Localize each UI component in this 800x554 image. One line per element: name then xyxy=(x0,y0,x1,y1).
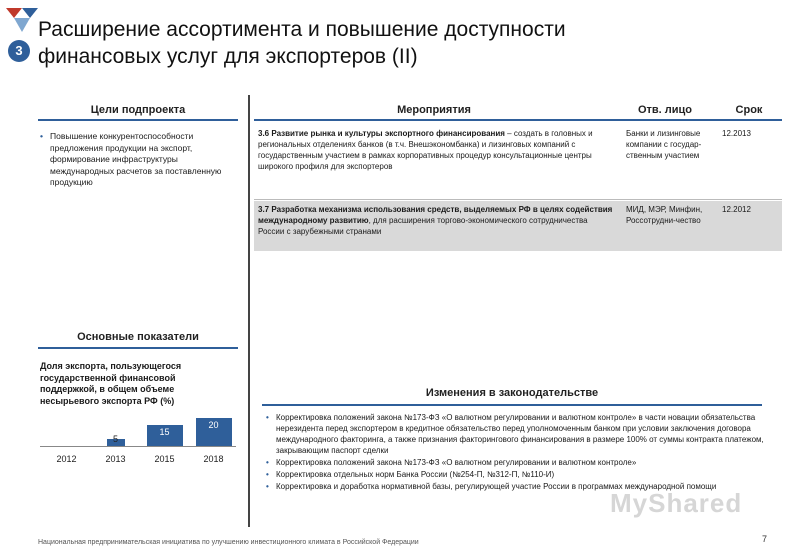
legislation-item: • Корректировка положений закона №173-ФЗ «О валютном регулировании и валютном контроле» в части новации обязательства нерезидента перед экспортером в кредитное обязательство перед уполномоченным банком при условии заключения договора международного факторинга, а также признания факторингового финансирования в размере 100% от суммы контракта платежом, закрывающим паспорт сделки xyxy=(264,412,764,456)
row-separator xyxy=(254,199,782,200)
legislation-header-rule xyxy=(262,404,762,406)
responsible-cell: МИД, МЭР, Минфин, Россотрудни-чество xyxy=(626,205,703,225)
legislation-item: • Корректировка отдельных норм Банка России (№254-П, №312-П, №110-И) xyxy=(264,469,764,480)
chart-baseline xyxy=(40,446,236,447)
indicators-header-rule xyxy=(38,347,238,349)
goals-header: Цели подпроекта xyxy=(90,104,186,116)
page-number: 7 xyxy=(762,534,768,544)
logo xyxy=(4,4,40,36)
responsible-header: Отв. лицо xyxy=(637,104,693,116)
footer-text: Национальная предпринимательская инициатива по улучшению инвестиционного климата в Российской Федерации xyxy=(38,539,419,546)
watermark: MyShared xyxy=(610,488,743,518)
table-header-rule xyxy=(254,119,782,121)
measure-text: – создать в головных и региональных отделениях банков (в т.ч. Внешэкономбанка) и лизинговых компаний с государственным участием в рамках корпоративных процедур консультационные центры широкого профиля для экспортеров xyxy=(258,129,593,171)
deadline-header: Срок xyxy=(735,104,763,116)
column-divider xyxy=(248,95,250,527)
tick-2018: 2018 xyxy=(203,454,224,464)
page-title xyxy=(38,16,738,70)
table-row xyxy=(254,201,782,251)
deadline-cell: 12.2012 xyxy=(722,205,751,214)
deadline-cell: 12.2013 xyxy=(722,129,751,138)
measure-cell xyxy=(258,128,614,172)
goals-header-rule xyxy=(38,119,238,121)
data-label-2018: 20 xyxy=(208,420,219,430)
measure-title: 3.6 Развитие рынка и культуры экспортного финансирования xyxy=(258,129,505,138)
tick-2012: 2012 xyxy=(56,454,77,464)
goal-item: • Повышение конкурентоспособности предложения продукции на экспорт, формирование инфраструктуры международных расчетов за поставленную продукцию xyxy=(38,131,240,189)
measure-title: 3.7 Разработка механизма использования средств, выделяемых РФ в целях содействия международному развитию xyxy=(258,205,613,225)
data-label-2013: 5 xyxy=(112,434,118,444)
legislation-item: • Корректировка положений закона №173-ФЗ «О валютном регулировании и валютном контроле» xyxy=(264,457,764,468)
indicators-header: Основные показатели xyxy=(77,331,199,343)
table-row xyxy=(254,125,782,199)
legislation-header: Изменения в законодательстве xyxy=(425,387,599,399)
data-label-2015: 15 xyxy=(159,427,170,437)
tick-2013: 2013 xyxy=(105,454,126,464)
measures-header: Мероприятия xyxy=(397,104,471,116)
tick-2015: 2015 xyxy=(154,454,175,464)
responsible-cell: Банки и лизинговые компании с государ-ственным участием xyxy=(626,129,702,160)
bar-chart xyxy=(38,404,238,472)
legislation-list xyxy=(264,412,764,493)
measure-cell xyxy=(258,204,614,237)
chart-caption: Доля экспорта, пользующегося государственной финансовой поддержкой, в общем объеме несырьевого экспорта РФ (%) xyxy=(40,361,182,406)
title-line-1: Расширение ассортимента и повышение доступности xyxy=(38,18,566,41)
goals-list xyxy=(38,131,240,190)
title-line-2: финансовых услуг для экспортеров (II) xyxy=(38,45,418,68)
section-number-badge: 3 xyxy=(8,40,30,62)
measure-text: , для расширения торгово-экономического сотрудничества России с зарубежными странами xyxy=(258,216,588,236)
legislation-item: • Корректировка и доработка нормативной базы, регулирующей участие России в программах международной помощи xyxy=(264,481,764,492)
